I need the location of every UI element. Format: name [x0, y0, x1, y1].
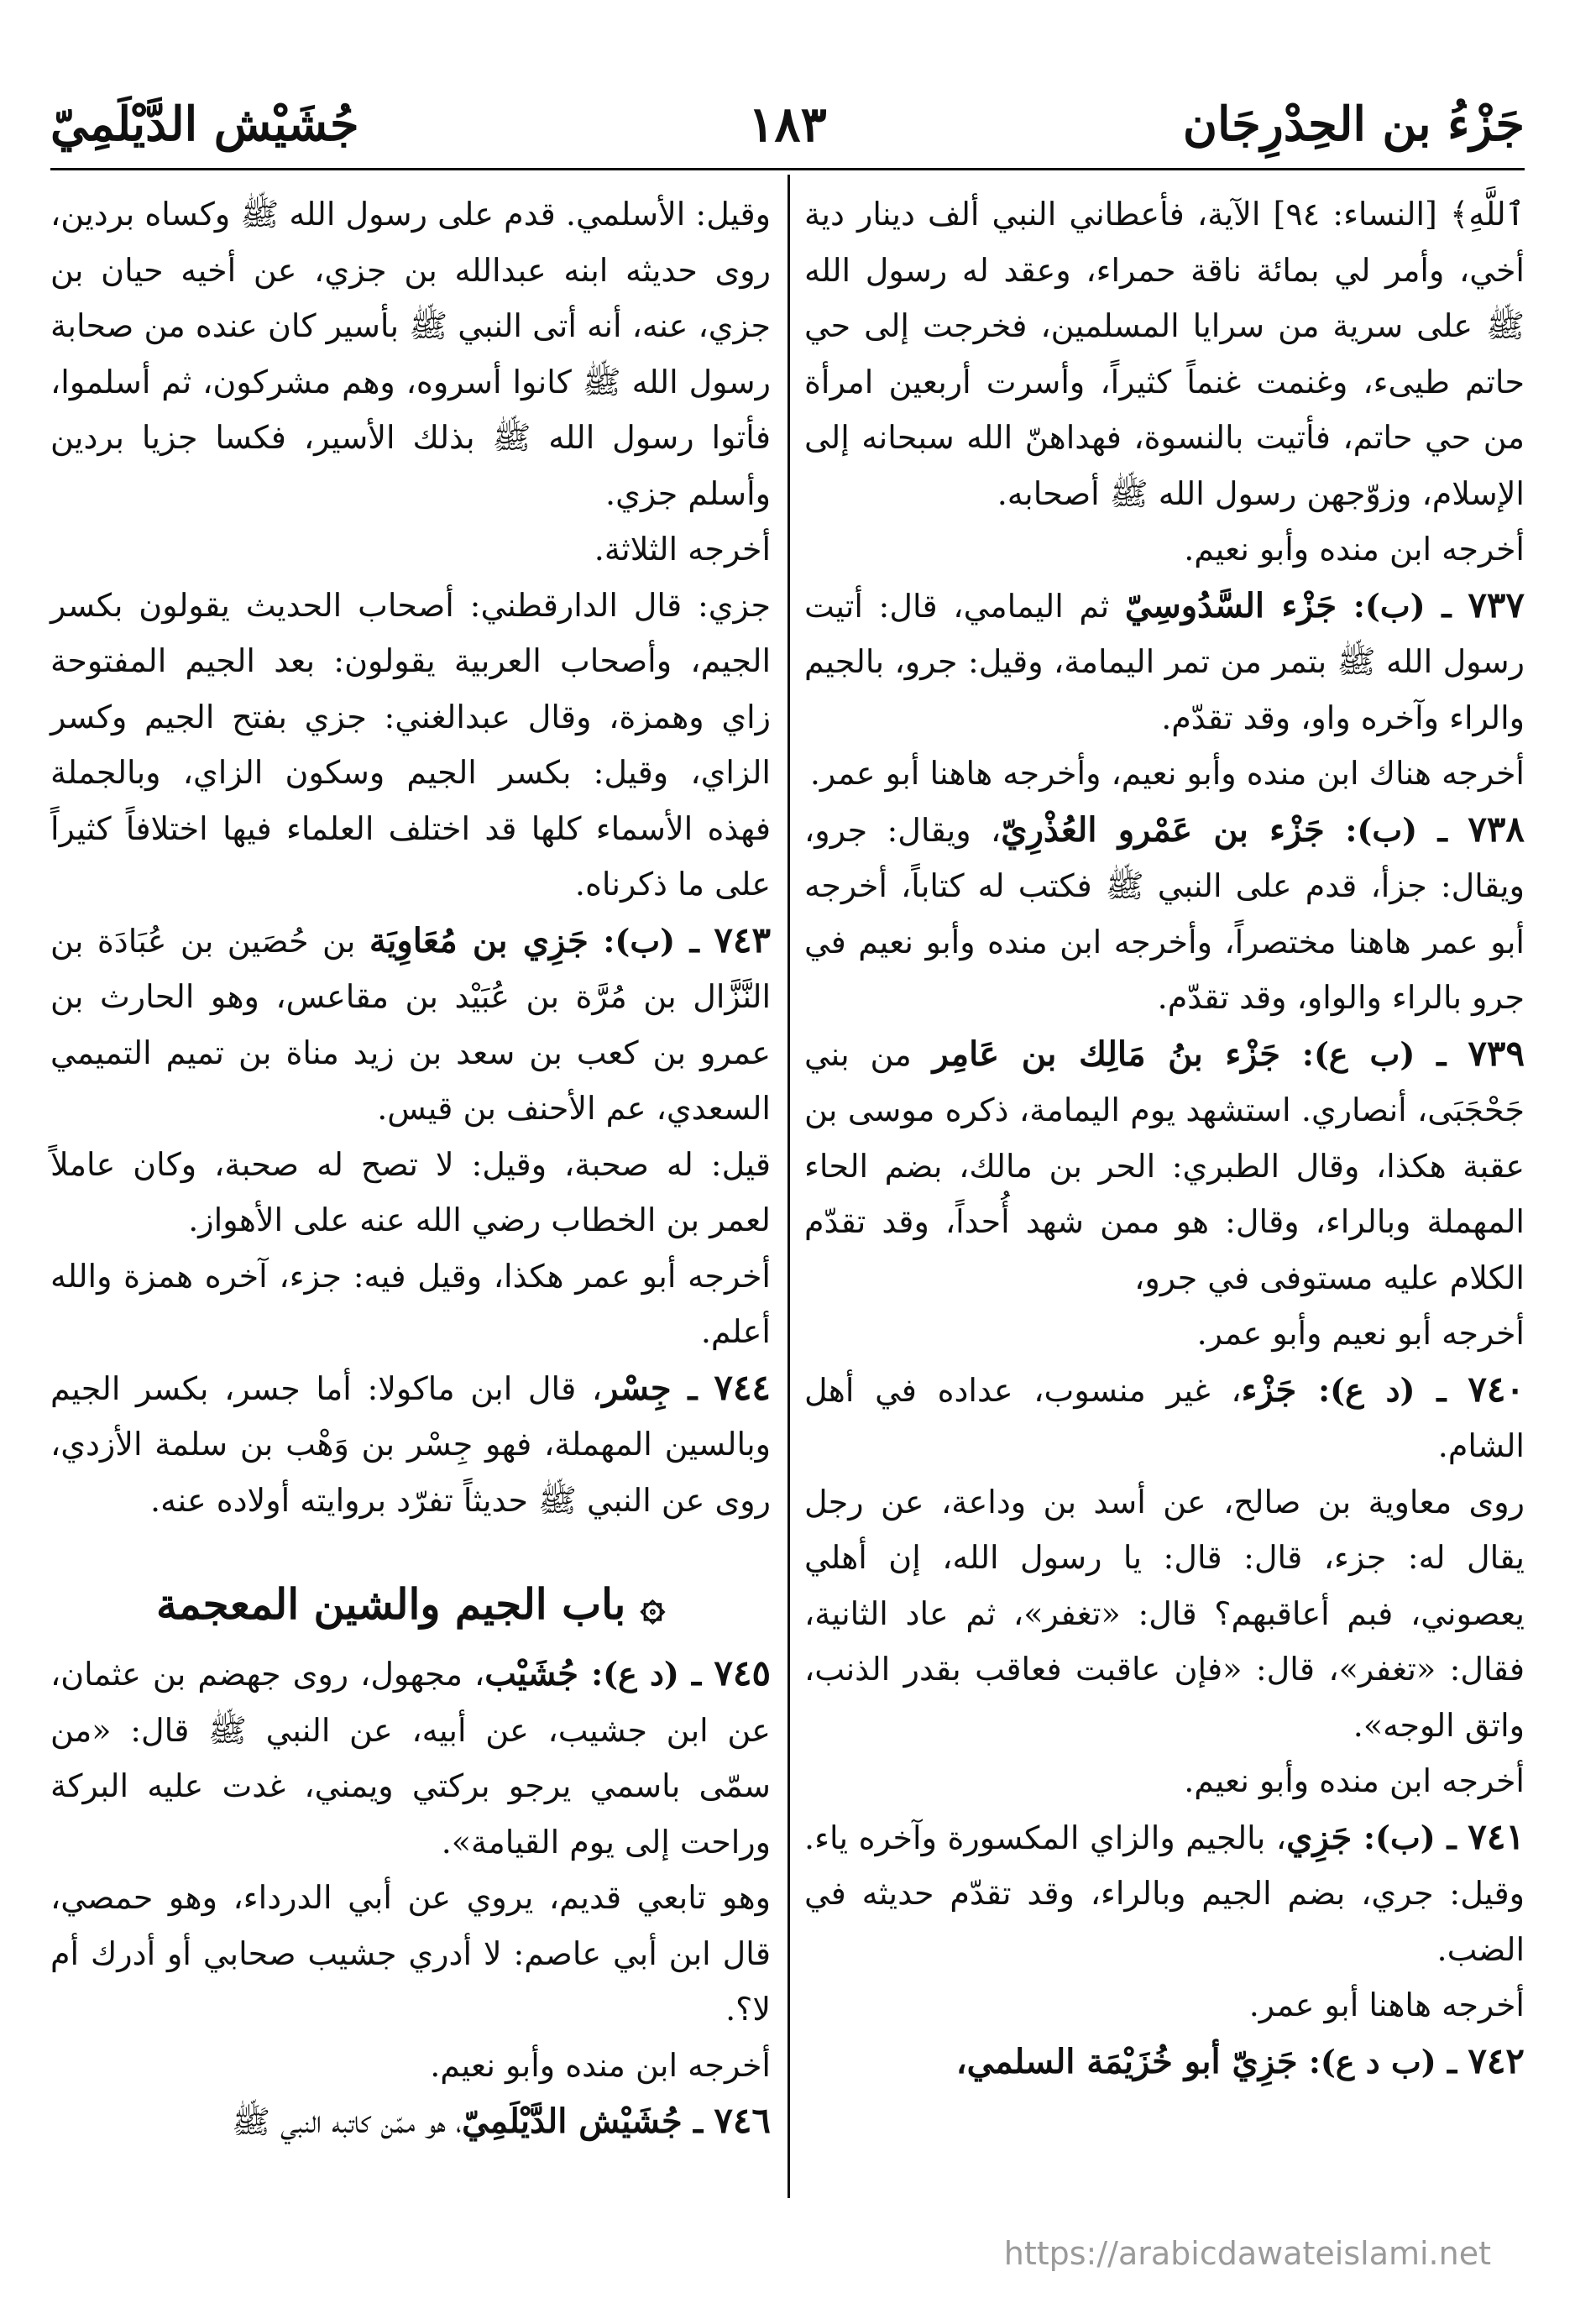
- text-paragraph: [804, 1474, 1525, 1754]
- running-header: [50, 91, 1525, 158]
- header-rule: [50, 168, 1525, 170]
- entry-number: ٧٣٨: [1468, 808, 1525, 850]
- entry-paragraph: [50, 2093, 771, 2150]
- entry-code: ـ (ب):: [1337, 586, 1468, 625]
- entry-text: ، ويقال: جرو، ويقال: جزأ، قدم على النبي ﷺ فكتب له كتاباً، أخرجه أبو عمر هاهنا مختصراً، وأخرجه ابن منده وأبو نعيم في جرو بالراء والواو، وقد تقدّم.: [804, 811, 1525, 1016]
- entry-paragraph: [50, 913, 771, 1137]
- entry-number: ٧٤٣: [714, 919, 772, 960]
- left-column: [50, 186, 771, 2150]
- entry-number: ٧٤٢: [1468, 2039, 1525, 2081]
- entry-text: أخرجه هناك ابن منده وأبو نعيم، وأخرجه هاهنا أبو عمر.: [809, 755, 1525, 792]
- entry-text: وهو تابعي قديم، يروي عن أبي الدرداء، وهو حمصي، قال ابن أبي عاصم: لا أدري جشيب صحابي أو أدرك أم لا؟.: [50, 1879, 771, 2028]
- entry-text: أخرجه ابن منده وأبو نعيم.: [1184, 1762, 1525, 1799]
- entry-text: أخرجه أبو عمر هكذا، وقيل فيه: جزء، آخره همزة والله أعلم.: [50, 1257, 771, 1350]
- entry-number: ٧٤١: [1468, 1815, 1525, 1857]
- entry-text: ، بالجيم والزاي المكسورة وآخره ياء. وقيل: جري، بضم الجيم وبالراء، وقد تقدّم حديثه في الضب.: [804, 1819, 1525, 1968]
- text-paragraph: [804, 746, 1525, 802]
- entry-name: جَزْء بن عَمْرو العُذْرِيّ: [1001, 809, 1325, 850]
- entry-text: ٱللَّهِ﴾ [النساء: ٩٤] الآية، فأعطاني النبي ألف دينار دية أخي، وأمر لي بمائة ناقة حمراء، وعقد له رسول الله ﷺ على سرية من سرايا المسلمين، فخرجت إلى حي حاتم طيىء، وغنمت غنماً كثيراً، وأسرت أربعين امرأة من حي حاتم، فأتيت بالنسوة، فهداهنّ الله سبحانه إلى الإسلام، وزوّجهن رسول الله ﷺ أصحابه.: [804, 196, 1525, 512]
- entry-number: ٧٤٦: [714, 2100, 771, 2141]
- text-paragraph: [50, 1248, 771, 1360]
- entry-code: ـ: [682, 2102, 714, 2140]
- text-paragraph: [50, 1137, 771, 1248]
- entry-paragraph: [804, 1026, 1525, 1306]
- entry-text: بن حُصَين بن عُبَادَة بن النَّزَّال بن مُرَّة بن عُبَيْد بن مقاعس، وهو الحارث بن عمرو بن كعب بن سعد بن زيد مناة بن تميم التميمي السعدي، عم الأحنف بن قيس.: [50, 922, 772, 1127]
- entry-text: روى معاوية بن صالح، عن أسد بن وداعة، عن رجل يقال له: جزء، قال: قال: يا رسول الله، إن أهلي يعصوني، فبم أعاقبهم؟ قال: «تغفر»، ثم عاد الثانية، فقال: «تغفر»، قال: «فإن عاقبت فعاقب بقدر الذنب، واتق الوجه».: [804, 1483, 1525, 1744]
- entry-paragraph: [50, 1646, 771, 1870]
- text-paragraph: [804, 1753, 1525, 1809]
- entry-text: ، هو ممّن كاتبه النبي ﷺ: [232, 2103, 463, 2140]
- entry-paragraph: [50, 1360, 771, 1529]
- entry-paragraph: [804, 1809, 1525, 1978]
- entry-code: ـ (ب):: [1324, 810, 1468, 849]
- right-column: [804, 186, 1525, 2090]
- entry-text: ، غير منسوب، عداده في أهل الشام.: [804, 1371, 1525, 1464]
- entry-name: جُشَيْب: [484, 1654, 578, 1693]
- page-number: ١٨٣: [748, 96, 827, 153]
- text-paragraph: [804, 1977, 1525, 2034]
- entry-code: ـ (ب):: [1352, 1818, 1468, 1856]
- section-heading: ۞ باب الجيم والشين المعجمة: [155, 1579, 666, 1629]
- text-paragraph: [804, 1306, 1525, 1362]
- entry-text: أخرجه ابن منده وأبو نعيم.: [1184, 531, 1525, 568]
- watermark-url: https://arabicdawateislami.net: [1003, 2235, 1491, 2272]
- entry-name: جَزْء: [1241, 1369, 1297, 1410]
- column-divider: [788, 175, 790, 2198]
- entry-text: وقيل: الأسلمي. قدم على رسول الله ﷺ وكساه بردين، روى حديثه ابنه عبدالله بن جزي، عن أخيه حيان بن جزي، عنه، أنه أتى النبي ﷺ بأسير كان عنده من صحابة رسول الله ﷺ كانوا أسروه، وهم مشركون، ثم أسلموا، فأتوا رسول الله ﷺ بذلك الأسير، فكسا جزيا بردين وأسلم جزي.: [50, 196, 771, 512]
- text-paragraph: [50, 1870, 771, 2038]
- entry-paragraph: [804, 578, 1525, 746]
- entry-number: ٧٤٥: [714, 1652, 772, 1693]
- header-left-title: جُشَيْش الدَّيْلَمِيّ: [50, 97, 359, 152]
- text-paragraph: [804, 186, 1525, 521]
- entry-code: ـ (ب د ع):: [1297, 2042, 1468, 2081]
- text-paragraph: [50, 521, 771, 578]
- entry-text: قيل: له صحبة، وقيل: لا تصح له صحبة، وكان عاملاً لعمر بن الخطاب رضي الله عنه على الأهواز.: [50, 1145, 771, 1238]
- entry-code: ـ: [671, 1369, 714, 1407]
- entry-code: ـ (ب):: [588, 921, 714, 960]
- entry-paragraph: [804, 802, 1525, 1026]
- entry-number: ٧٤٤: [714, 1366, 771, 1408]
- entry-name: جَزِي بن مُعَاوِيَة: [369, 920, 589, 960]
- text-paragraph: [804, 521, 1525, 578]
- entry-code: ـ (د ع):: [1296, 1370, 1468, 1409]
- entry-code: ـ (د ع):: [578, 1655, 714, 1693]
- entry-text: ، قال ابن ماكولا: أما جسر، بكسر الجيم وبالسين المهملة، فهو جِسْر بن وَهْب بن سلمة الأزدي، روى عن النبي ﷺ حديثاً تفرّد بروايته أولاده عنه.: [50, 1369, 771, 1519]
- header-right-title: جَزْءُ بن الحِدْرِجَان: [1182, 97, 1525, 152]
- entry-text: أخرجه الثلاثة.: [594, 531, 771, 568]
- entry-paragraph: [804, 1362, 1525, 1474]
- entry-name: جَزْء بنُ مَالِك بن عَامِر: [932, 1034, 1280, 1074]
- text-paragraph: [50, 2038, 771, 2094]
- text-paragraph: [50, 578, 771, 913]
- entry-number: ٧٣٩: [1468, 1032, 1525, 1074]
- entry-number: ٧٣٧: [1468, 584, 1525, 625]
- entry-paragraph: [804, 2034, 1525, 2091]
- left-column-section-entries: [50, 1646, 771, 2150]
- entry-text: جزي: قال الدارقطني: أصحاب الحديث يقولون بكسر الجيم، وأصحاب العربية يقولون: بعد الجيم المفتوحة زاي وهمزة، وقال عبدالغني: جزي بفتح الجيم وكسر الزاي، وقيل: بكسر الجيم وسكون الزاي، وبالجملة فهذه الأسماء كلها قد اختلف العلماء فيها اختلافاً كثيراً على ما ذكرناه.: [50, 586, 771, 903]
- entry-name: جَزِي: [1286, 1817, 1353, 1857]
- entry-name: جِسْر: [602, 1368, 672, 1408]
- left-column-entries: [50, 186, 771, 1528]
- entry-name: جُشَيْش الدَّيْلَمِيّ: [462, 2102, 683, 2141]
- entry-name: جَزِيّ أبو خُزَيْمَة السلمي،: [955, 2041, 1298, 2081]
- entry-text: من بني جَحْجَبَى، أنصاري. استشهد يوم اليمامة، ذكره موسى بن عقبة هكذا، وقال الطبري: الحر بن مالك، بضم الحاء المهملة وبالراء، وقال: هو ممن شهد أُحداً، وقد تقدّم الكلام عليه مستوفى في جرو،: [804, 1035, 1525, 1296]
- entry-text: أخرجه أبو نعيم وأبو عمر.: [1196, 1315, 1525, 1352]
- entry-text: ، مجهول، روى جهضم بن عثمان، عن ابن جشيب، عن أبيه، عن النبي ﷺ قال: «من سمّى باسمي يرجو بركتي ويمني، غدت عليه البركة وراحت إلى يوم القيامة».: [50, 1656, 771, 1861]
- entry-text: ثم اليمامي، قال: أتيت رسول الله ﷺ بتمر من تمر اليمامة، وقيل: جرو، بالجيم والراء وآخره واو، وقد تقدّم.: [804, 587, 1525, 736]
- entry-number: ٧٤٠: [1468, 1368, 1525, 1410]
- entry-text: أخرجه ابن منده وأبو نعيم.: [430, 2046, 771, 2084]
- text-paragraph: [50, 186, 771, 521]
- entry-name: جَزْء السَّدُوسِيّ: [1124, 585, 1337, 625]
- entry-text: أخرجه هاهنا أبو عمر.: [1248, 1986, 1525, 2023]
- entry-code: ـ (ب ع):: [1279, 1034, 1468, 1073]
